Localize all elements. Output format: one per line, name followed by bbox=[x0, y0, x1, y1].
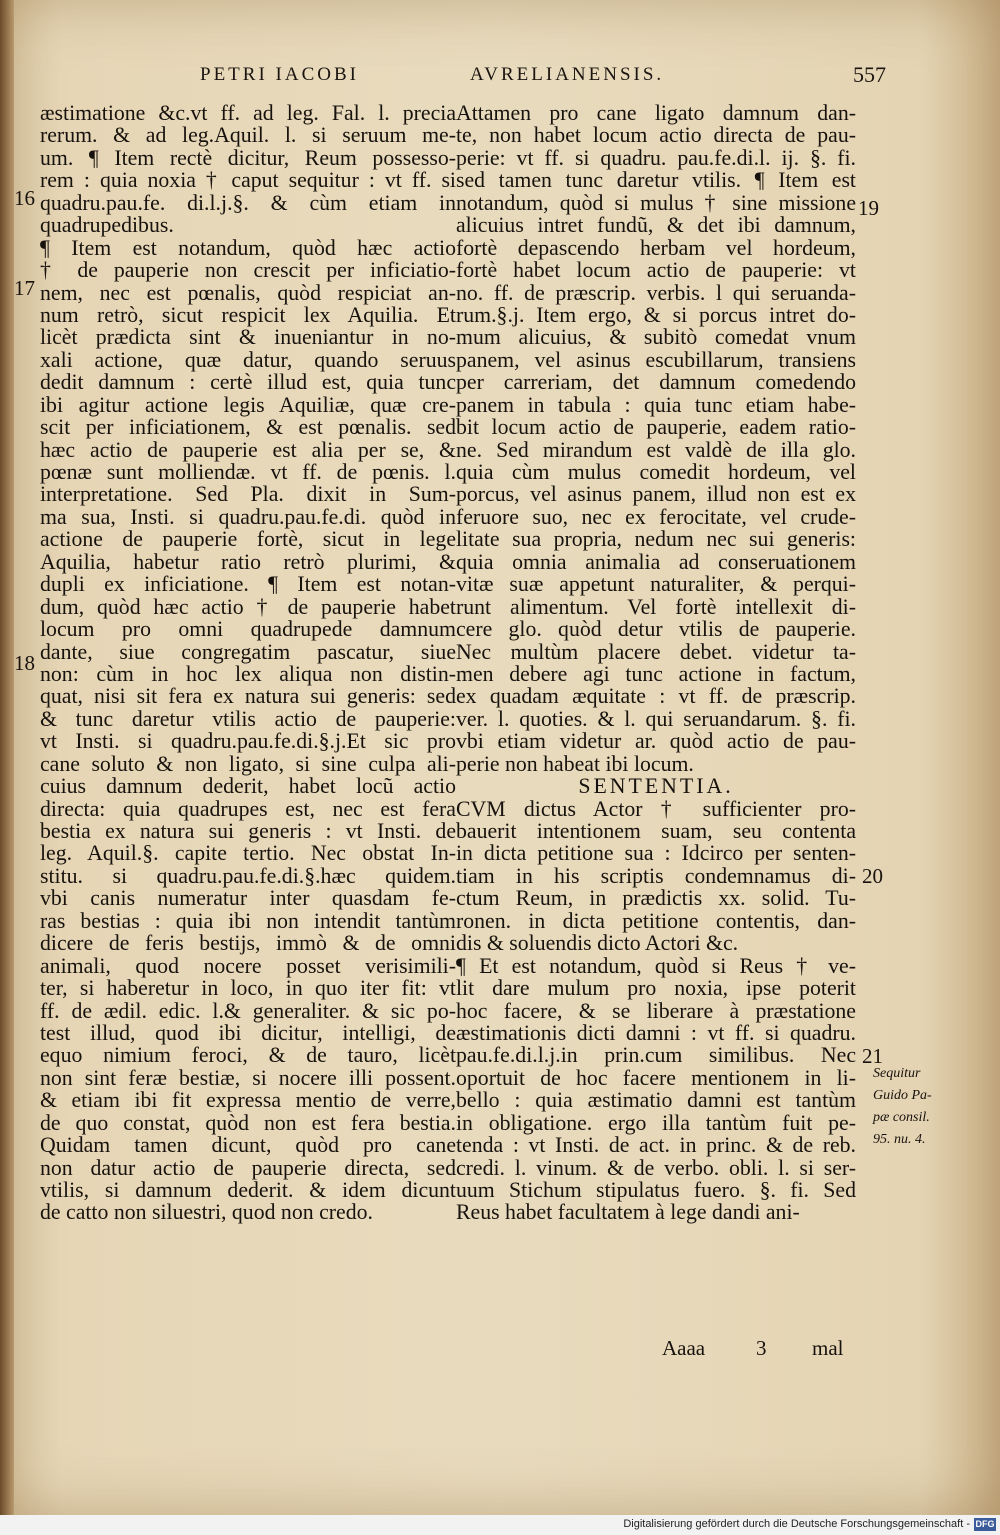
text-line: rerum. & ad leg.Aquil. l. si seruum me- bbox=[40, 123, 456, 148]
signature-number: 3 bbox=[756, 1336, 767, 1360]
text-line: Aquilia, habetur ratio retrò plurimi, & bbox=[40, 549, 456, 574]
margin-number: 20 bbox=[862, 864, 883, 888]
text-line: alicuius intret fundũ, & det ibi damnum, bbox=[456, 213, 856, 238]
text-line: bello : quia æstimatio damni est tantùm bbox=[456, 1088, 856, 1113]
text-line: Nec multùm placere debet. videtur ta- bbox=[456, 639, 856, 664]
text-line: vt Insti. si quadru.pau.fe.di.§.j.Et sic pro bbox=[40, 729, 456, 754]
text-line: xali actione, quæ datur, quando seruus bbox=[40, 347, 456, 372]
text-line: te, non habet locum actio directa de pau- bbox=[456, 123, 856, 148]
text-line: test illud, quod ibi dicitur, intelligi, de bbox=[40, 1020, 456, 1045]
dfg-logo: DFG bbox=[975, 1519, 995, 1529]
text-line: Quidam tamen dicunt, quòd pro cane bbox=[40, 1133, 456, 1158]
text-line: vitæ suæ appetunt naturaliter, & perqui- bbox=[456, 572, 856, 597]
text-line: quadru.pau.fe. di.l.j.§. & cùm etiam in bbox=[40, 190, 456, 215]
text-line: feruore suo, nec ex ferocitate, vel crude- bbox=[456, 504, 856, 529]
text-line: SENTENTIA. bbox=[578, 774, 734, 799]
text-line: dante, siue congregatim pascatur, siue bbox=[40, 639, 456, 664]
text-line: & etiam ibi fit expressa mentio de verre, bbox=[40, 1088, 456, 1113]
text-line: quat, nisi sit fera ex natura sui generis: sed bbox=[40, 684, 456, 709]
signature-mark: Aaaa bbox=[662, 1336, 706, 1360]
text-line: non sint feræ bestiæ, si nocere illi possent. bbox=[40, 1065, 456, 1090]
text-line: panem, vel asinus escubillarum, transiens bbox=[456, 347, 856, 372]
text-line: locum pro omni quadrupede damnum bbox=[40, 617, 456, 642]
marginal-note-line: Sequitur bbox=[873, 1066, 921, 1081]
text-line: quadrupedibus. bbox=[40, 213, 174, 238]
text-line: dis & soluendis dicto Actori &c. bbox=[456, 931, 739, 956]
text-line: lit dare mulum pro noxia, ipse poterit bbox=[456, 976, 856, 1001]
text-line: cuius damnum dederit, habet locũ actio bbox=[40, 774, 456, 799]
text-line: Attamen pro cane ligato damnum dan- bbox=[456, 101, 856, 125]
text-line: um. ¶ Item rectè dicitur, Reum possesso- bbox=[40, 145, 456, 170]
text-line: dupli ex inficiatione. ¶ Item est notan- bbox=[40, 572, 456, 597]
text-line: ¶ Item est notandum, quòd hæc actio bbox=[40, 235, 456, 260]
text-line: litate sua propria, nedum nec sui generis: bbox=[456, 527, 856, 552]
text-line: quia cùm mulus comedit hordeum, vel bbox=[456, 460, 856, 484]
margin-number: 18 bbox=[14, 651, 35, 675]
text-line: directa: quia quadrupes est, nec est fera bbox=[40, 796, 456, 821]
text-line: æstimatione &c.vt ff. ad leg. Fal. l. precia bbox=[40, 101, 456, 125]
text-line: leg. Aquil.§. capite tertio. Nec obstat In- bbox=[40, 841, 456, 866]
text-line: oportuit de hoc facere mentionem in li- bbox=[456, 1065, 856, 1090]
text-line: nem, nec est pœnalis, quòd respiciat an- bbox=[40, 280, 456, 305]
text-line: panem in tabula : quia tunc etiam habe- bbox=[456, 392, 856, 417]
text-line: ex quadam æquitate : vt ff. de præscrip. bbox=[456, 684, 856, 709]
text-line: no. ff. de præscrip. verbis. l qui seruanda- bbox=[456, 280, 856, 305]
text-line: pœnæ sunt molliendæ. vt ff. de pœnis. l. bbox=[40, 460, 456, 484]
text-line: in dicta petitione sua : Idcirco per senten- bbox=[456, 841, 856, 866]
text-line: dicere de feris bestijs, immò & de omni bbox=[40, 931, 456, 956]
text-line: ff. de ædil. edic. l.& generaliter. & sic po- bbox=[40, 998, 456, 1023]
text-line: rem : quia noxia † caput sequitur : vt ff. si bbox=[40, 168, 456, 193]
marginal-note-line: pæ consil. bbox=[873, 1110, 930, 1125]
running-head-right: AVRELIANENSIS. bbox=[470, 64, 665, 85]
margin-number: 19 bbox=[858, 196, 879, 220]
digitization-footer bbox=[0, 1515, 1000, 1535]
text-line: CVM dictus Actor † sufficienter pro- bbox=[456, 796, 856, 821]
text-line: fortè depascendo herbam vel hordeum, bbox=[456, 235, 856, 260]
text-line: dedit damnum : certè illud est, quia tunc bbox=[40, 370, 456, 395]
text-line: cane soluto & non ligato, si sine culpa ali- bbox=[40, 751, 456, 776]
text-line: per carreriam, det damnum comedendo bbox=[456, 370, 856, 395]
text-line: cere glo. quòd detur vtilis de pauperie. bbox=[456, 617, 856, 642]
text-line: vbi canis numeratur inter quasdam fe- bbox=[40, 886, 456, 911]
text-line: rum.§.j. Item ergo, & si porcus intret do- bbox=[456, 302, 856, 327]
left-text-column bbox=[40, 102, 456, 1224]
text-line: quia omnia animalia ad conseruationem bbox=[456, 549, 856, 574]
text-line: animali, quod nocere posset verisimili- bbox=[40, 953, 456, 978]
text-line: hoc facere, & se liberare à præstatione bbox=[456, 998, 856, 1023]
marginal-note-line: 95. nu. 4. bbox=[873, 1132, 926, 1147]
text-line: hæc actio de pauperie est alia per se, & bbox=[40, 437, 456, 462]
text-line: licèt prædicta sint & inueniantur in no- bbox=[40, 325, 456, 350]
text-line: perie non habeat ibi locum. bbox=[456, 751, 694, 776]
text-line: bauerit intentionem suam, seu contenta bbox=[456, 819, 856, 843]
text-line: credi. l. vinum. & de verbo. obli. l. si ser- bbox=[456, 1155, 856, 1180]
text-line: ¶ Et est notandum, quòd si Reus † ve- bbox=[456, 953, 856, 978]
text-line: scit per inficiationem, & est pœnalis. sed bbox=[40, 415, 456, 440]
text-line: ibi agitur actione legis Aquiliæ, quæ cre- bbox=[40, 392, 456, 417]
book-spine bbox=[0, 0, 14, 1515]
text-line: ver. l. quoties. & l. qui seruandarum. §. fi. bbox=[456, 706, 856, 731]
text-line: equo nimium feroci, & de tauro, licèt bbox=[40, 1043, 456, 1068]
text-line: ne. Sed mirandum est valdè de illa glo. bbox=[456, 437, 856, 462]
text-line: actione de pauperie fortè, sicut in lege bbox=[40, 527, 456, 552]
text-line: bit locum actio de pauperie, eadem ratio- bbox=[456, 415, 856, 440]
text-line: vtilis, si damnum dederit. & idem dicunt bbox=[40, 1178, 456, 1202]
text-line: men debere agi tunc actione in factum, bbox=[456, 661, 856, 686]
margin-number: 16 bbox=[14, 186, 35, 210]
text-line: & tunc daretur vtilis actio de pauperie: bbox=[40, 706, 456, 731]
text-line: æstimationis dicti damni : vt ff. si quadru. bbox=[456, 1020, 856, 1045]
text-line: uum Stichum stipulatus fuero. §. fi. Sed bbox=[456, 1178, 856, 1202]
marginal-note-line: Guido Pa- bbox=[873, 1088, 932, 1103]
text-line: Reus habet facultatem à lege dandi ani- bbox=[456, 1200, 800, 1225]
text-line: non: cùm in hoc lex aliqua non distin- bbox=[40, 661, 456, 686]
text-line: ras bestias : quia ibi non intendit tantùm bbox=[40, 908, 456, 933]
text-line: stitu. si quadru.pau.fe.di.§.hæc quidem. bbox=[40, 863, 456, 888]
catchword: mal bbox=[812, 1336, 844, 1360]
margin-number: 21 bbox=[862, 1044, 883, 1068]
margin-number: 17 bbox=[14, 276, 35, 300]
text-line: sed tamen tunc daretur vtilis. ¶ Item est bbox=[456, 168, 856, 193]
text-line: perie: vt ff. si quadru. pau.fe.di.l. ij. §. fi. bbox=[456, 145, 856, 170]
text-line: mum alicuius, & subitò comedat vnum bbox=[456, 325, 856, 350]
text-line: vbi etiam videtur ar. quòd actio de pau- bbox=[456, 729, 856, 754]
text-line: interpretatione. Sed Pla. dixit in Sum- bbox=[40, 482, 456, 507]
running-head bbox=[200, 64, 880, 90]
text-line: dum, quòd hæc actio † de pauperie habet bbox=[40, 594, 456, 619]
text-line: porcus, vel asinus panem, illud non est ex bbox=[456, 482, 856, 507]
text-line: tiam in his scriptis condemnamus di- bbox=[456, 863, 856, 888]
text-line: tenda : vt Insti. de act. in princ. & de reb. bbox=[456, 1133, 856, 1158]
right-text-column bbox=[456, 102, 856, 1224]
footer-text: Digitalisierung gefördert durch die Deutsche Forschungsgemeinschaft - bbox=[623, 1518, 970, 1530]
text-line: ma sua, Insti. si quadru.pau.fe.di. quòd in bbox=[40, 504, 456, 529]
text-line: runt alimentum. Vel fortè intellexit di- bbox=[456, 594, 856, 619]
text-line: pau.fe.di.l.j.in prin.cum similibus. Nec bbox=[456, 1043, 856, 1068]
text-line: bestia ex natura sui generis : vt Insti. de bbox=[40, 819, 456, 843]
text-line: in obligatione. ergo illa tantùm fuit pe- bbox=[456, 1110, 856, 1135]
text-line: de quo constat, quòd non est fera bestia. bbox=[40, 1110, 456, 1135]
text-line: ter, si haberetur in loco, in quo iter fit: vt bbox=[40, 976, 456, 1001]
text-line: ronen. in dicta petitione contentis, dan- bbox=[456, 908, 856, 933]
folio-number: 557 bbox=[853, 62, 886, 87]
text-line: notandum, quòd si mulus † sine missione bbox=[456, 190, 856, 215]
text-line: fortè habet locum actio de pauperie: vt bbox=[456, 258, 856, 283]
text-line: non datur actio de pauperie directa, sed bbox=[40, 1155, 456, 1180]
text-line: ctum Reum, in prædictis xx. solid. Tu- bbox=[456, 886, 856, 911]
running-head-left: PETRI IACOBI bbox=[200, 64, 359, 85]
text-line: † de pauperie non crescit per inficiatio- bbox=[40, 258, 456, 283]
text-line: num retrò, sicut respicit lex Aquilia. Et bbox=[40, 302, 456, 327]
text-line: de catto non siluestri, quod non credo. bbox=[40, 1200, 373, 1225]
